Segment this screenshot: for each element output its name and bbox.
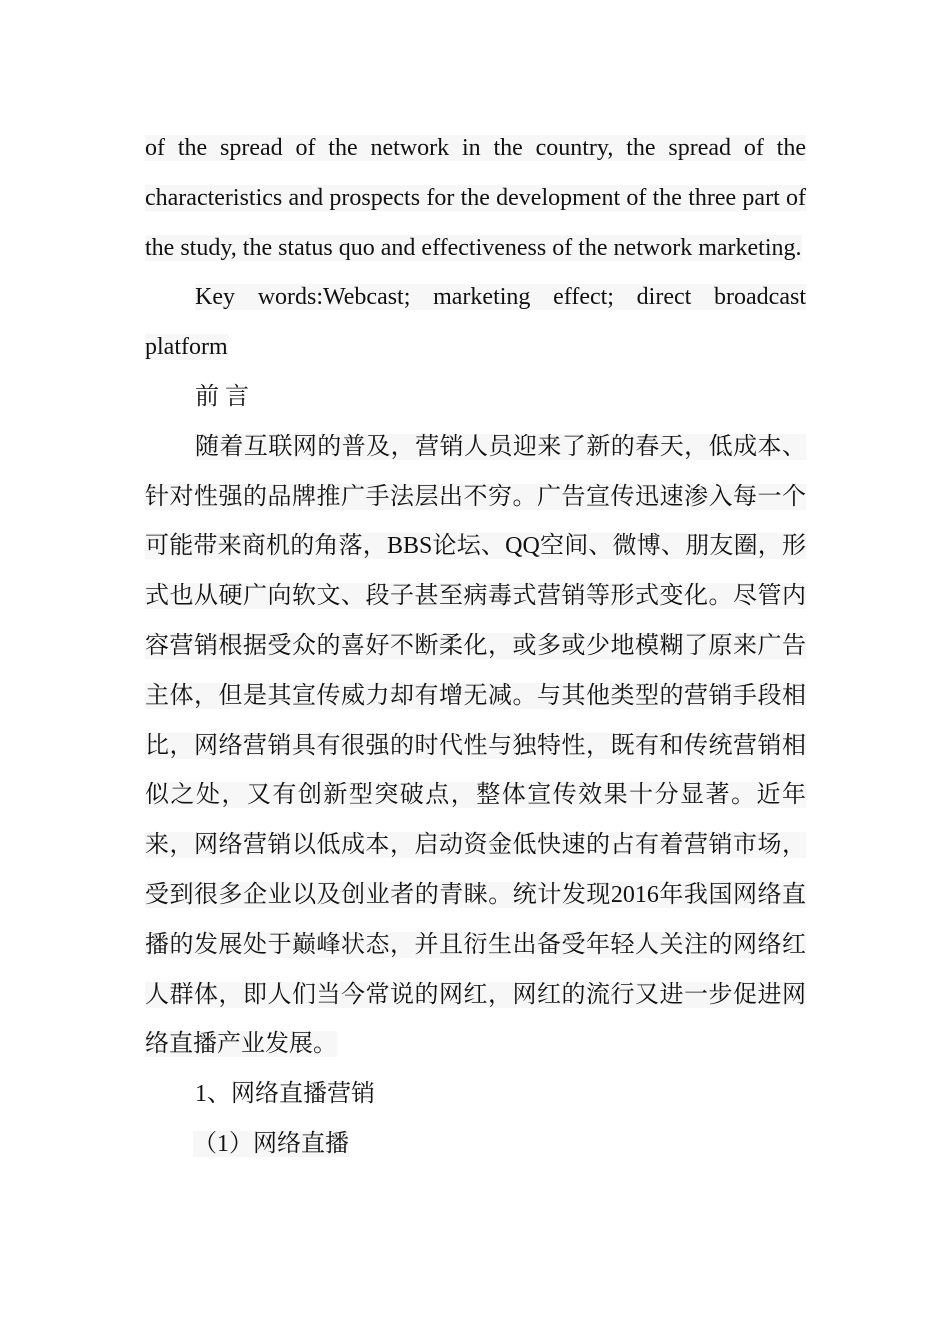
document-body bbox=[145, 124, 806, 1170]
preface-heading-text: 前 言 bbox=[195, 383, 249, 410]
keywords-paragraph bbox=[145, 273, 806, 373]
subsection-heading-text: （1）网络直播 bbox=[193, 1130, 349, 1157]
subsection-heading bbox=[145, 1120, 806, 1170]
preface-heading bbox=[145, 373, 806, 423]
keywords-text: Key words:Webcast; marketing effect; direct broadcast platform bbox=[145, 284, 806, 361]
preface-body-text: 随着互联网的普及，营销人员迎来了新的春天，低成本、针对性强的品牌推广手法层出不穷。广告宣传迅速渗入每一个可能带来商机的角落，BBS论坛、QQ空间、微博、朋友圈，形式也从硬广向软文、段子甚至病毒式营销等形式变化。尽管内容营销根据受众的喜好不断柔化，或多或少地模糊了原来广告主体，但是其宣传威力却有增无减。与其他类型的营销手段相比，网络营销具有很强的时代性与独特性，既有和传统营销相似之处，又有创新型突破点，整体宣传效果十分显著。近年来，网络营销以低成本，启动资金低快速的占有着营销市场，受到很多企业以及创业者的青睐。统计发现2016年我国网络直播的发展处于巅峰状态，并且衍生出备受年轻人关注的网络红人群体，即人们当今常说的网红，网红的流行又进一步促进网络直播产业发展。 bbox=[145, 433, 806, 1058]
section-heading bbox=[145, 1070, 806, 1120]
abstract-tail-text: of the spread of the network in the country, the spread of the characteristics and prospects for the development of the three part of the study, the status quo and effectiveness of the network marketing. bbox=[145, 135, 806, 261]
section-heading-text: 1、网络直播营销 bbox=[195, 1081, 375, 1108]
preface-paragraph bbox=[145, 423, 806, 1070]
abstract-tail-paragraph bbox=[145, 124, 806, 273]
